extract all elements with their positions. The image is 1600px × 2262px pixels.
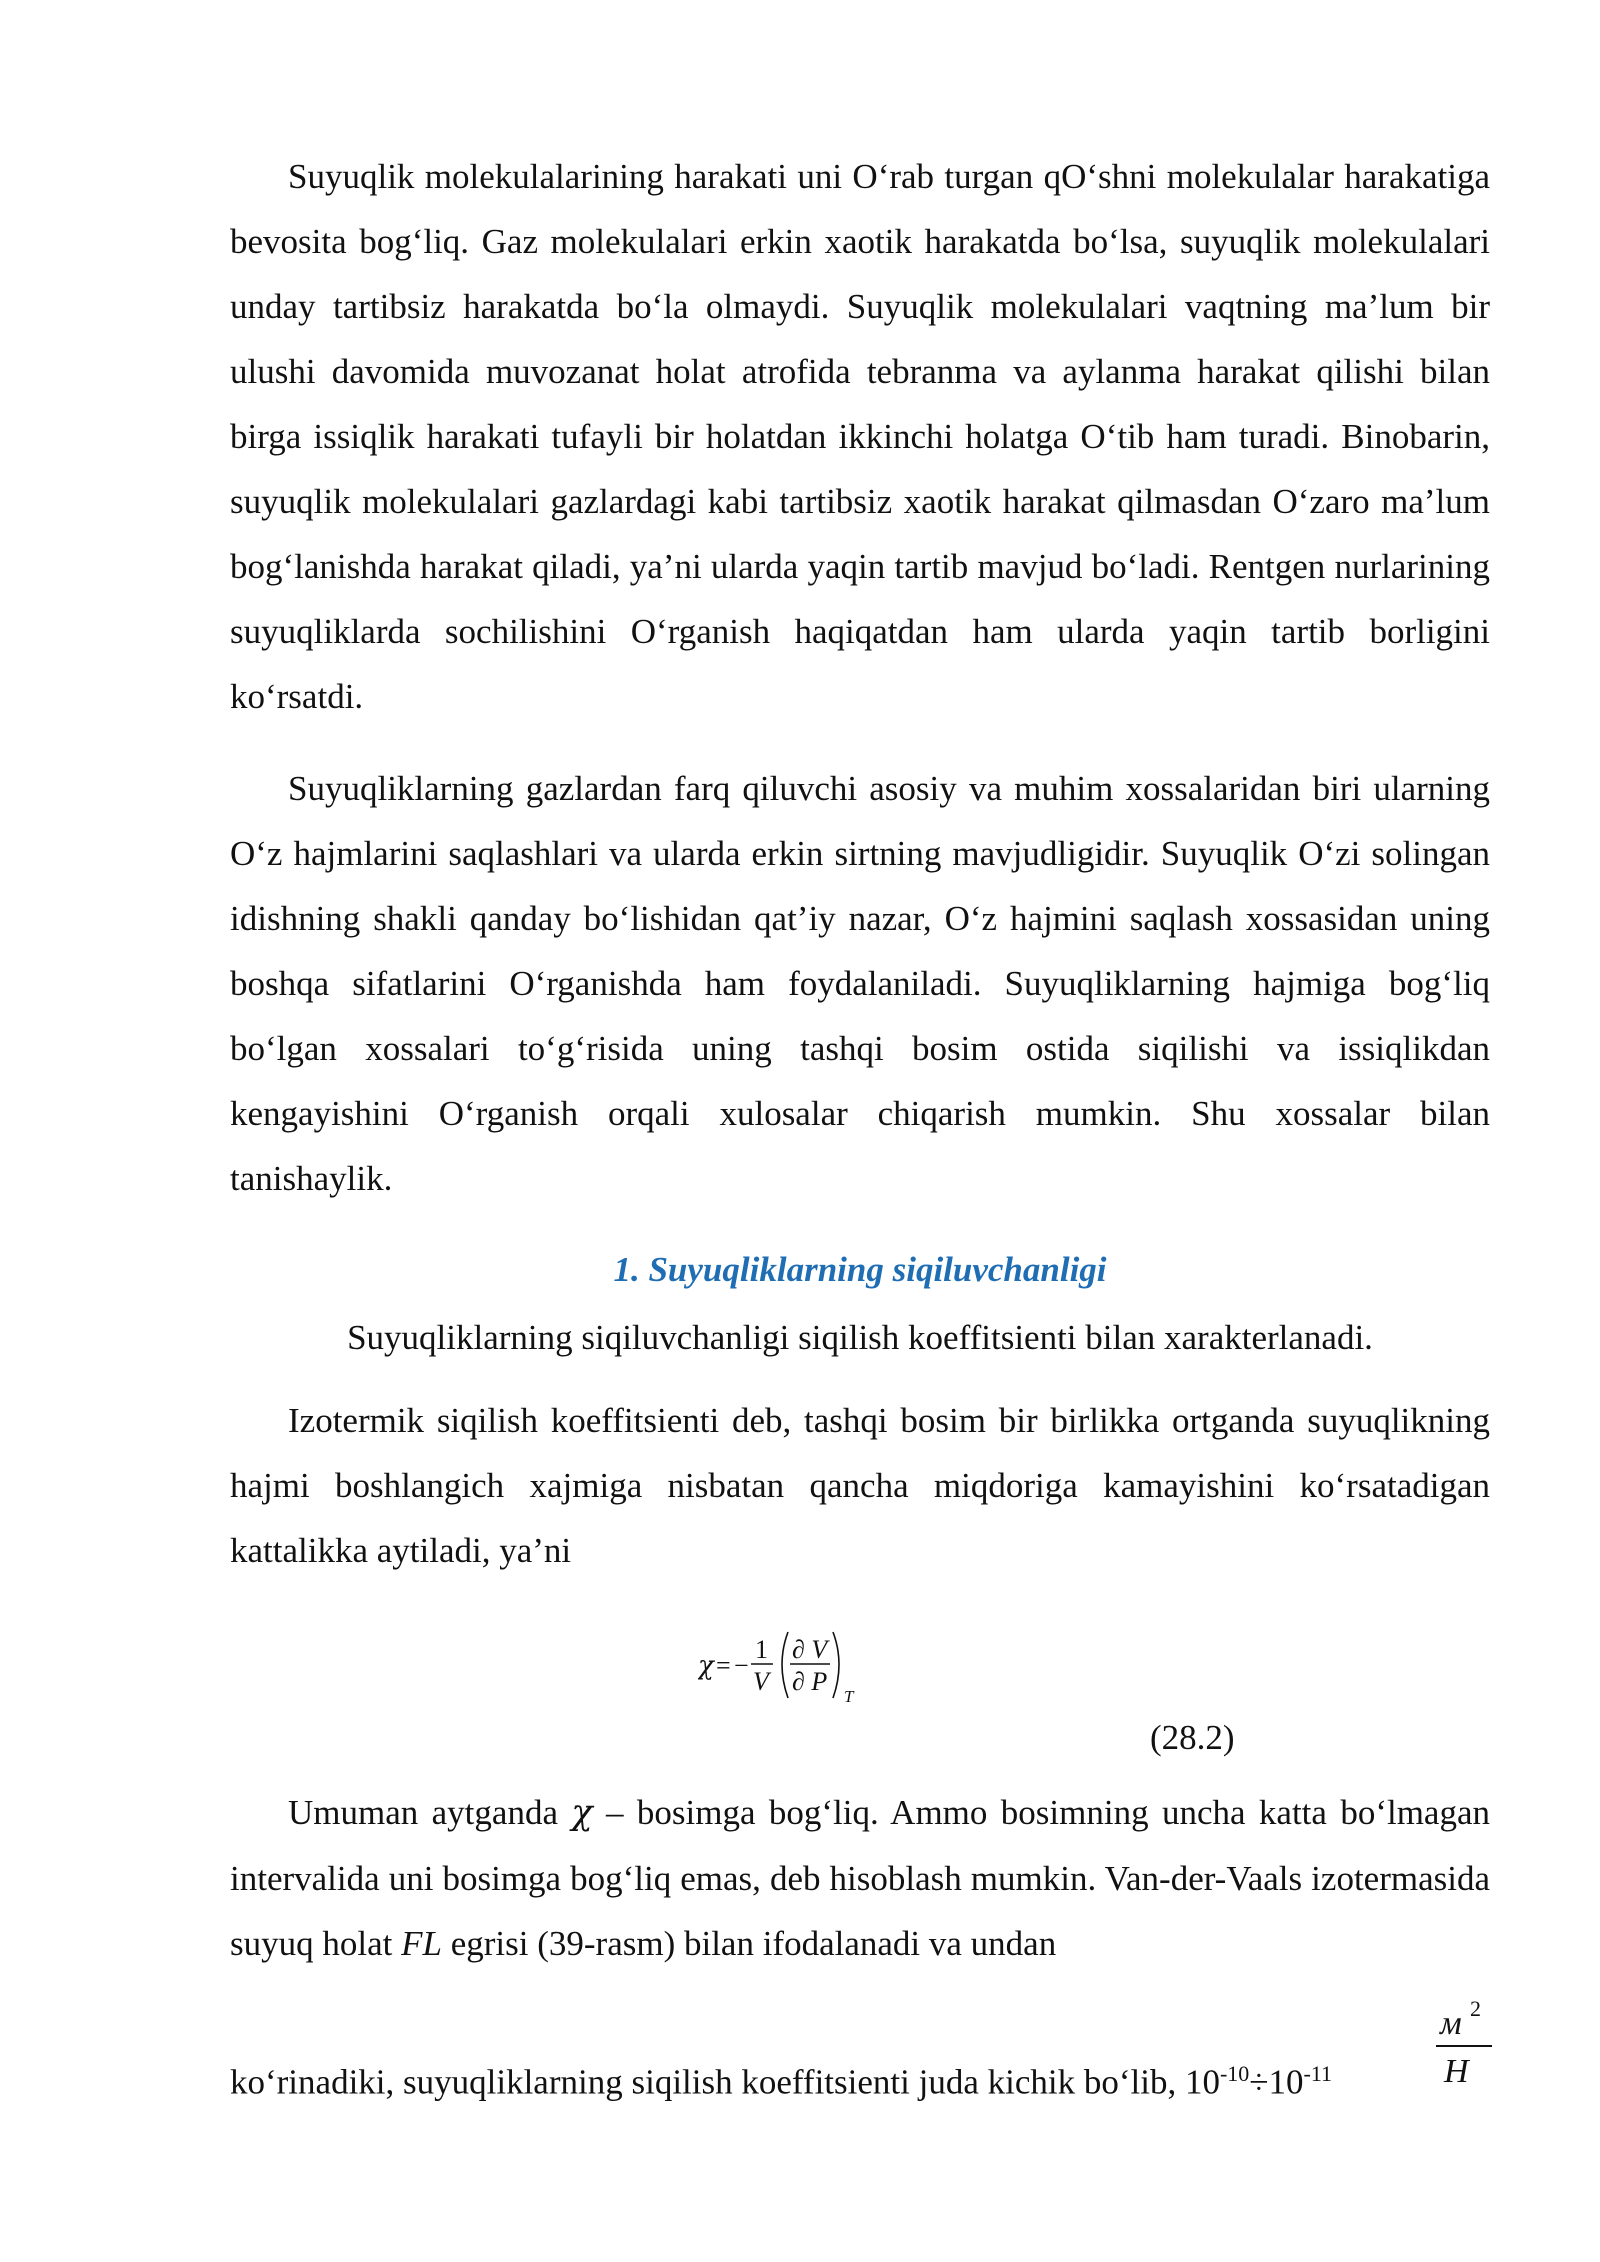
unit-numerator-exponent: 2 [1470,1996,1481,2021]
formula-partial-p: ∂ P [792,1667,828,1696]
closing-text: ko‘rinadiki, suyuqliklarning siqilish koeffitsienti juda kichik bo‘lib, 10 [230,2062,1220,2102]
formula-numerator-one: 1 [755,1635,768,1664]
formula-left-paren [782,1632,788,1698]
p4-part1: Umuman aytganda [288,1793,572,1832]
intro-sentence: Suyuqliklarning siqiluvchanligi siqilish koeffitsienti bilan xarakterlanadi. [347,1318,1373,1357]
paragraph-pressure-dependence [230,1780,1490,1976]
exponent-1: -10 [1219,2061,1250,2086]
formula-denominator-v: V [753,1667,769,1696]
formula-equals: = [716,1651,731,1680]
divide-ten: ÷10 [1249,2062,1304,2102]
formula-minus: − [734,1651,749,1680]
paragraph-isothermal-definition: Izotermik siqilish koeffitsienti deb, tashqi bosim bir birlikka ortganda suyuqlikning hajmi boshlangich xajmiga nisbatan qancha miqdoriga kamayishini ko‘rsatadigan kattalikka aytiladi, ya’ni [230,1401,1490,1570]
p4-part3: egrisi (39-rasm) bilan ifodalanadi va undan [441,1924,1057,1963]
unit-numerator: м [1440,2005,1462,2042]
section-heading: 1. Suyuqliklarning siqiluvchanligi [613,1250,1107,1289]
fl-curve-label: FL [401,1924,442,1963]
chi-symbol: χ [571,1793,593,1833]
compressibility-formula [698,1618,918,1708]
equation-number: (28.2) [1150,1718,1235,1757]
formula-subscript-t: T [844,1687,854,1706]
exponent-2: -11 [1303,2061,1333,2086]
p4-part2: – bosimga bog‘liq. Ammo bosimning uncha katta bo‘lmagan intervalida uni bosimga bog‘liq emas, deb hisoblash mumkin. Van-der-Vaals izotermasida suyuq holat [230,1793,1490,1963]
formula-partial-v: ∂ V [792,1635,828,1664]
closing-line [230,2044,1332,2113]
formula-chi: χ [698,1651,714,1681]
unit-fraction [1436,1988,1496,2098]
unit-denominator: H [1444,2053,1469,2090]
paragraph-molecular-motion: Suyuqlik molekulalarining harakati uni O‘rab turgan qO‘shni molekulalar harakatiga bevosita bog‘liq. Gaz molekulalari erkin xaotik harakatda bo‘lsa, suyuqlik molekulalari unday tartibsiz harakatda bo‘la olmaydi. Suyuqlik molekulalari vaqtning ma’lum bir ulushi davomida muvozanat holat atrofida tebranma va aylanma harakat qilishi bilan birga issiqlik harakati tufayli bir holatdan ikkinchi holatga O‘tib ham turadi. Binobarin, suyuqlik molekulalari gazlardagi kabi tartibsiz xaotik harakat qilmasdan O‘zaro ma’lum bog‘lanishda harakat qiladi, ya’ni ularda yaqin tartib mavjud bo‘ladi. Rentgen nurlarining suyuqliklarda sochilishini O‘rganish haqiqatdan ham ularda yaqin tartib borligini ko‘rsatdi. [230,157,1490,716]
formula-right-paren [833,1632,839,1698]
paragraph-liquid-properties: Suyuqliklarning gazlardan farq qiluvchi asosiy va muhim xossalaridan biri ularning O‘z hajmlarini saqlashlari va ularda erkin sirtning mavjudligidir. Suyuqlik O‘zi solingan idishning shakli qanday bo‘lishidan qat’iy nazar, O‘z hajmini saqlash xossasidan uning boshqa sifatlarini O‘rganishda ham foydalaniladi. Suyuqliklarning hajmiga bog‘liq bo‘lgan xossalari to‘g‘risida uning tashqi bosim ostida siqilishi va issiqlikdan kengayishini O‘rganish orqali xulosalar chiqarish mumkin. Shu xossalar bilan tanishaylik. [230,769,1490,1198]
